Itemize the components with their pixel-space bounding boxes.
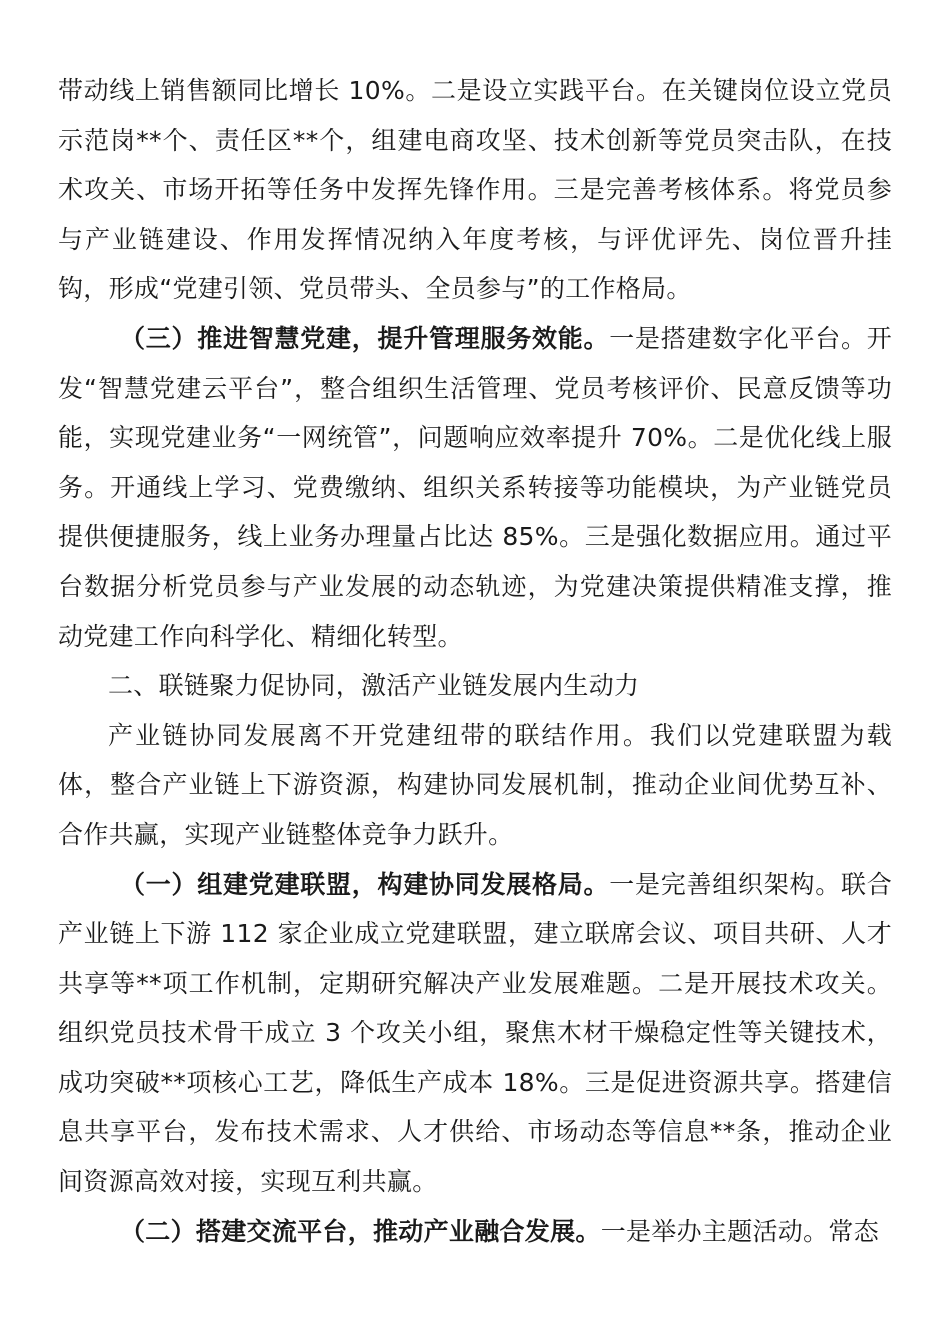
paragraph-text: 带动线上销售额同比增长 10%。二是设立实践平台。在关键岗位设立党员示范岗**个、责任区**个，组建电商攻坚、技术创新等党员突击队，在技术攻关、市场开拓等任务中发挥先锋作用。三是完善考核体系。将党员参与产业链建设、作用发挥情况纳入年度考核，与评优评先、岗位晋升挂钩，形成“党建引领、党员带头、全员参与”的工作格局。 <box>58 76 892 304</box>
paragraph-text: 产业链协同发展离不开党建纽带的联结作用。我们以党建联盟为载体，整合产业链上下游资源，构建协同发展机制，推动企业间优势互补、合作共赢，实现产业链整体竞争力跃升。 <box>58 720 892 849</box>
document-page <box>58 66 892 1256</box>
section-heading-2 <box>58 661 892 711</box>
paragraph-text: 一是举办主题活动。常态 <box>600 1216 880 1246</box>
paragraph-party-alliance <box>58 860 892 1207</box>
section-heading-text: 二、联链聚力促协同，激活产业链发展内生动力 <box>108 671 640 701</box>
paragraph-continuation <box>58 66 892 314</box>
paragraph-smart-party-building <box>58 314 892 661</box>
paragraph-exchange-platform <box>58 1207 892 1257</box>
paragraph-text: 一是搭建数字化平台。开发“智慧党建云平台”，整合组织生活管理、党员考核评价、民意反馈等功能，实现党建业务“一网统管”，问题响应效率提升 70%。二是优化线上服务。开通线上学习、党费缴纳、组织关系转接等功能模块，为产业链党员提供便捷服务，线上业务办理量占比达 85%。三是强化数据应用。通过平台数据分析党员参与产业发展的动态轨迹，为党建决策提供精准支撑，推动党建工作向科学化、精细化转型。 <box>58 323 892 651</box>
paragraph-text: 一是完善组织架构。联合产业链上下游 112 家企业成立党建联盟，建立联席会议、项目共研、人才共享等**项工作机制，定期研究解决产业发展难题。二是开展技术攻关。组织党员技术骨干成立 3 个攻关小组，聚焦木材干燥稳定性等关键技术，成功突破**项核心工艺，降低生产成本 18%。三是促进资源共享。搭建信息共享平台，发布技术需求、人才供给、市场动态等信息**条，推动企业间资源高效对接，实现互利共赢。 <box>58 869 892 1197</box>
subheading-2: （二）搭建交流平台，推动产业融合发展。 <box>120 1216 601 1246</box>
paragraph-section-intro <box>58 711 892 860</box>
subheading-3: （三）推进智慧党建，提升管理服务效能。 <box>120 323 610 353</box>
subheading-1: （一）组建党建联盟，构建协同发展格局。 <box>120 869 610 899</box>
